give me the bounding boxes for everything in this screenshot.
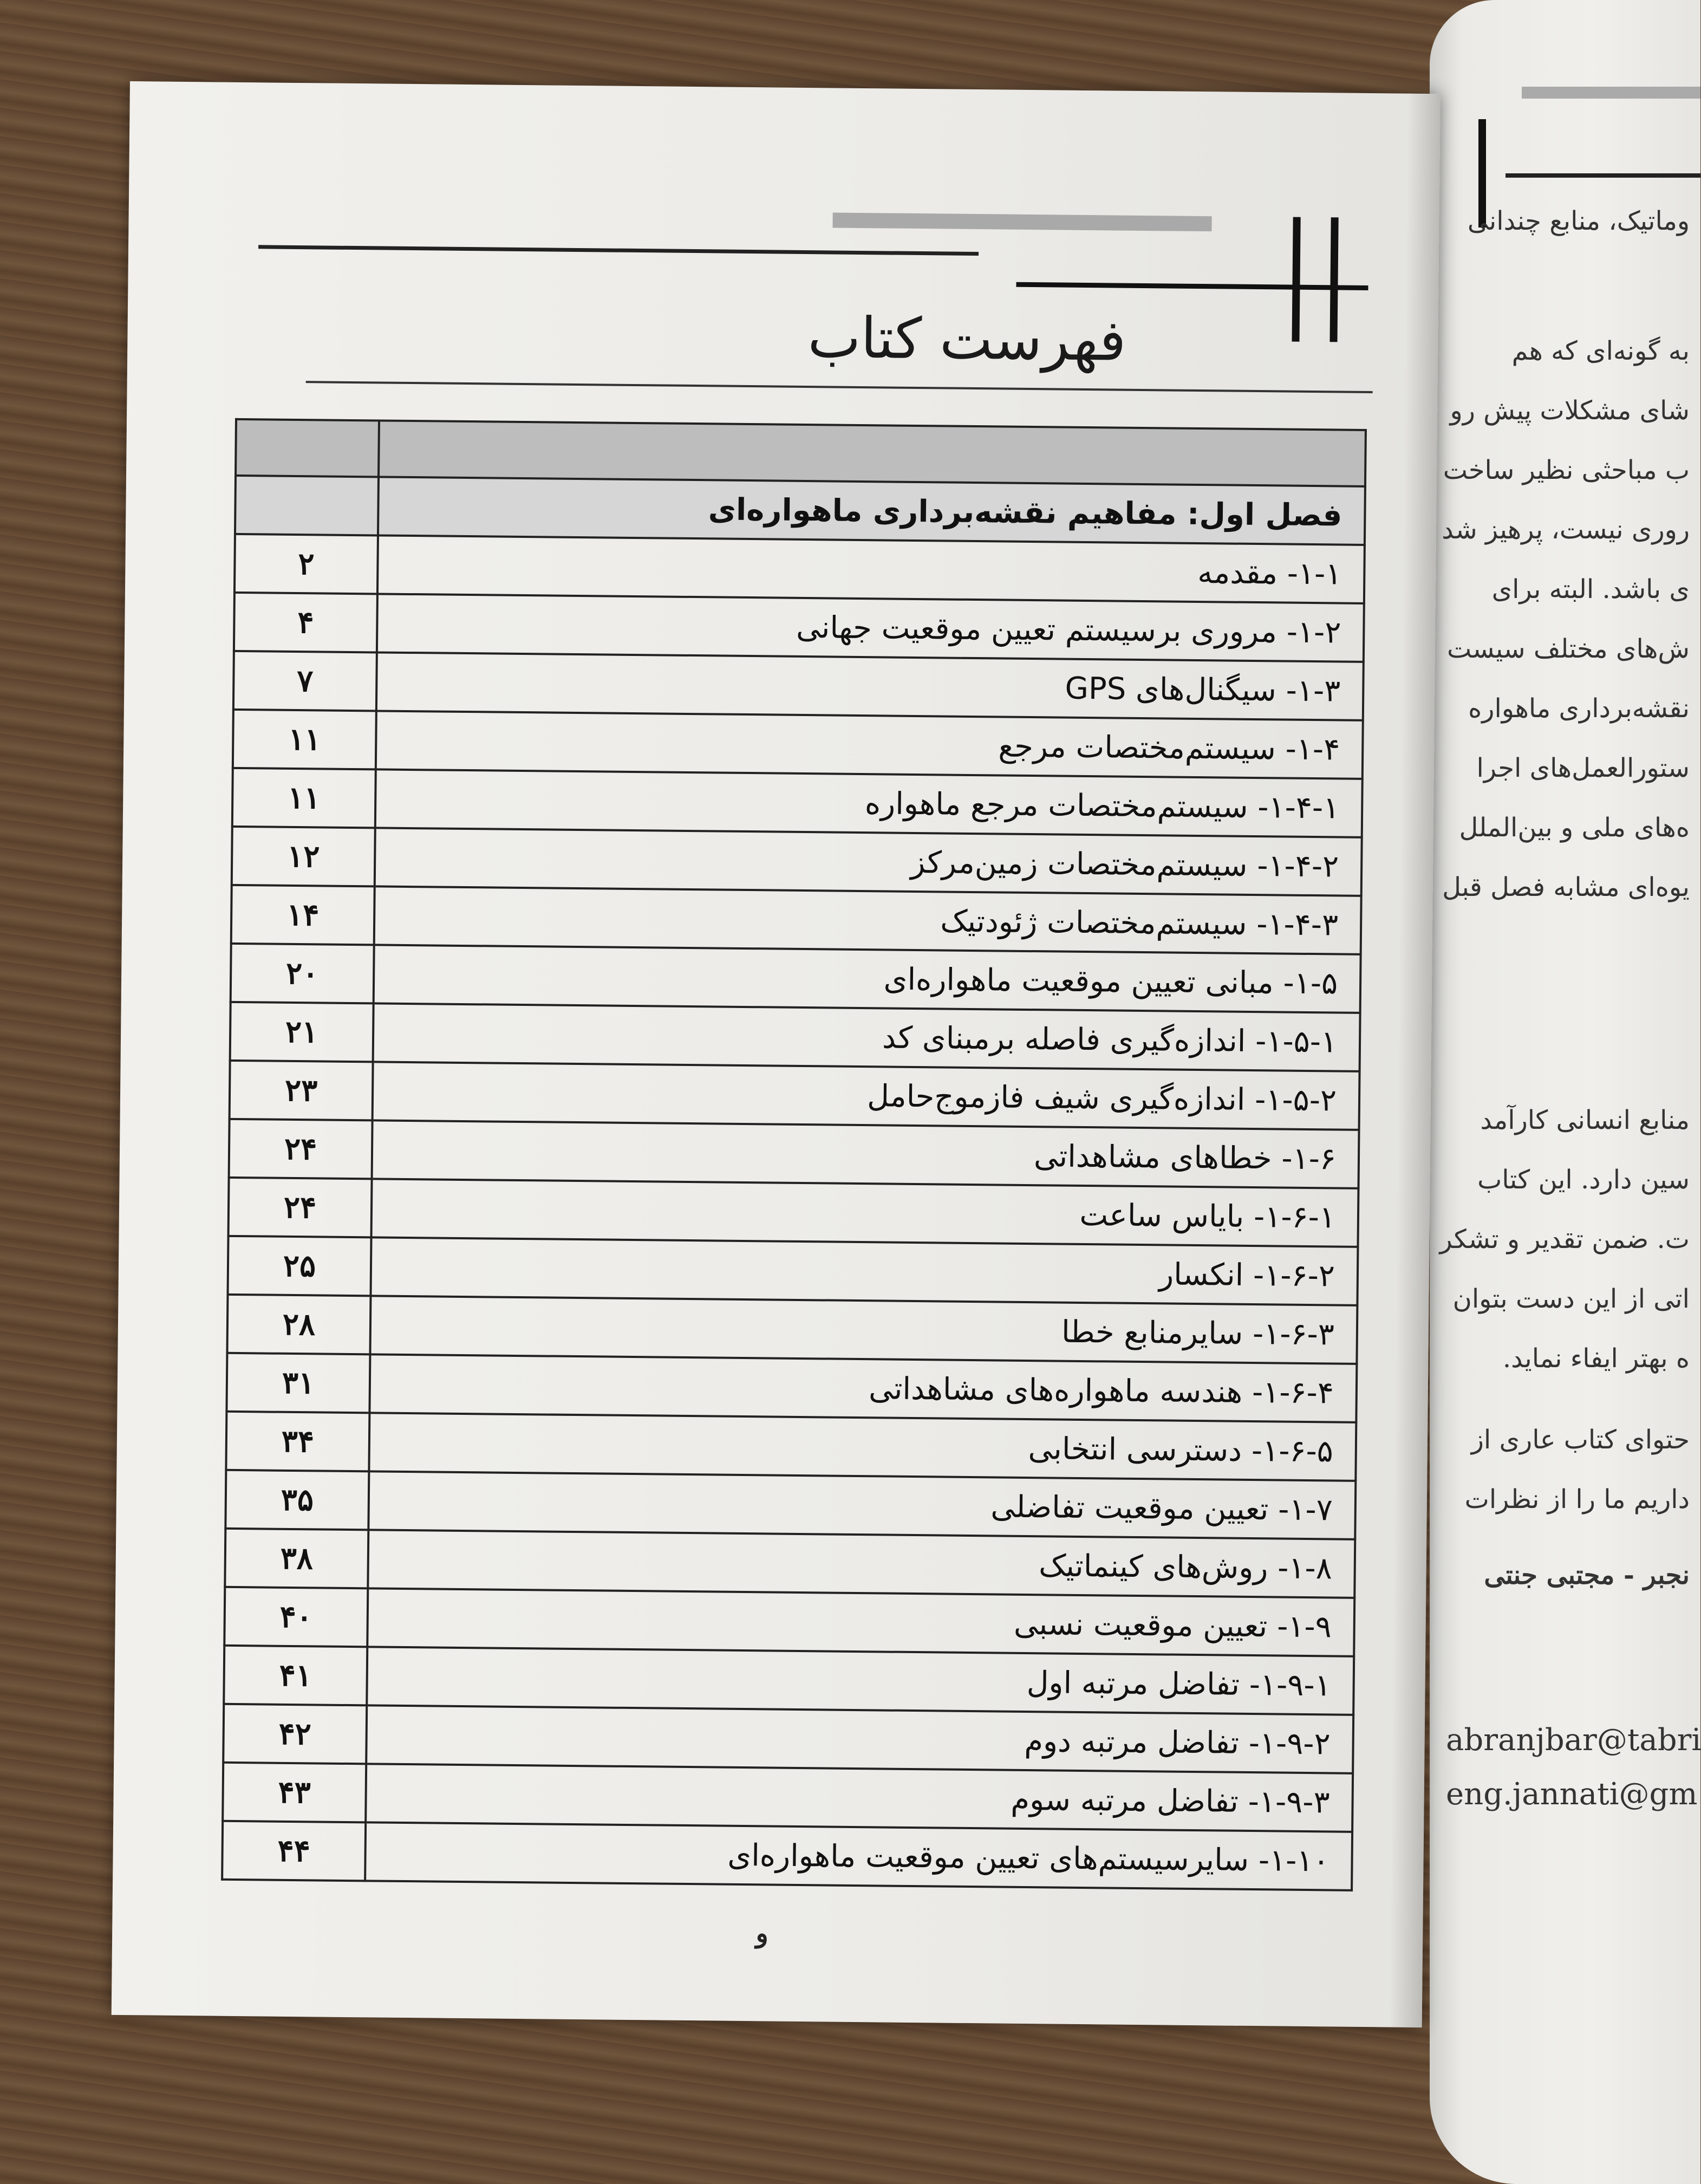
header-rule-left [258,245,979,256]
toc-header-row [236,419,1366,486]
facing-page-line: ستورالعمل‌های اجرا [1476,753,1690,783]
facing-page-line: سین دارد. این کتاب [1477,1165,1690,1195]
table-row [225,1529,1355,1598]
header-rule-right [1016,282,1368,290]
toc-page-number: ۱۲ [232,827,375,887]
table-row [223,1704,1353,1773]
table-row [233,710,1363,779]
toc-page-number: ۲۴ [229,1119,373,1179]
page-title: فهرست کتاب [807,304,1126,374]
toc-entry-label: ۱-۵-۲- اندازه‌گیری شیف فازموج‌حامل [373,1062,1360,1129]
toc-page-number: ۳۱ [226,1353,370,1413]
toc-entry-label: ۱-۹-۳- تفاضل مرتبه سوم [366,1764,1353,1831]
toc-entry-label: ۱-۴-۱- سیستم‌مختصات مرجع ماهواره [375,769,1363,837]
toc-page-number: ۴۲ [223,1704,367,1764]
toc-table [221,418,1367,1891]
toc-entry-label: ۱-۱۰- سایرسیستم‌های تعیین موقعیت ماهواره‌ای [365,1822,1352,1890]
facing-page-line: ی باشد. البته برای [1491,574,1690,604]
toc-entry-label: ۱-۲- مروری برسیستم تعیین موقعیت جهانی [377,594,1364,661]
toc-entry-label: ۱-۹-۱- تفاضل مرتبه اول [367,1647,1354,1714]
toc-page-number: ۴۳ [223,1763,366,1823]
toc-page-number: ۳۴ [226,1412,369,1472]
facing-page-line: ت. ضمن تقدیر و تشکر [1439,1224,1690,1254]
toc-page-number: ۲۱ [230,1002,374,1062]
toc-page-number: ۴۴ [222,1821,366,1881]
facing-page-line: نقشه‌برداری ماهواره [1468,693,1690,724]
toc-entry-label: ۱-۶- خطاهای مشاهداتی [372,1120,1359,1188]
table-row [227,1295,1357,1364]
toc-entry-label: ۱-۷- تعیین موقعیت تفاضلی [368,1471,1355,1539]
toc-header-page-cell [236,419,379,477]
toc-page-number: ۷ [233,651,377,711]
table-row [232,768,1363,837]
toc-entry-label: ۱-۶-۲- انکسار [370,1237,1358,1305]
facing-page-line: ه‌های ملی و بین‌الملل [1459,812,1690,843]
facing-page-email: abranjbar@tabri [1446,1722,1701,1758]
toc-page-number: ۴۰ [224,1587,368,1647]
table-row [224,1646,1354,1715]
toc-chapter-page-cell [235,476,379,536]
facing-page-gray-bar [1522,87,1700,99]
toc-header-entry-cell [379,420,1366,486]
toc-page-number: ۲۵ [228,1236,372,1296]
facing-page-line: حتوای کتاب عاری از [1471,1425,1690,1455]
table-row [223,1763,1353,1832]
facing-page-line: ش‌های مختلف سیست [1446,634,1690,664]
toc-entry-label: ۱-۹- تعیین موقعیت نسبی [367,1588,1354,1656]
header-gray-bar [832,212,1211,231]
toc-page-number: ۱۴ [231,885,375,945]
toc-entry-label: ۱-۶-۵- دسترسی انتخابی [369,1413,1356,1480]
facing-page [1430,0,1700,2184]
toc-entry-label: ۱-۴-۳- سیستم‌مختصات ژئودتیک [374,886,1361,954]
toc-entry-label: ۱-۸- روش‌های کینماتیک [368,1530,1355,1597]
table-row [232,827,1362,896]
toc-page-number: ۱۱ [233,710,376,770]
facing-page-line: داریم ما را از نظرات [1464,1484,1690,1514]
toc-page-number: ۴۱ [224,1646,367,1706]
facing-page-line: اتی از این دست بتوان [1452,1284,1690,1314]
toc-entry-label: ۱-۴-۲- سیستم‌مختصات زمین‌مرکز [375,828,1362,895]
toc-page-number: ۳۵ [225,1470,369,1530]
table-row [234,534,1365,603]
table-row [234,593,1364,662]
table-row [228,1236,1358,1305]
table-row [224,1587,1354,1656]
facing-page-line: یوه‌ای مشابه فصل قبل [1442,872,1690,902]
chapter-title: فصل اول: مفاهیم نقشه‌برداری ماهواره‌ای [378,477,1365,544]
toc-page-number: ۲۸ [227,1295,370,1355]
toc-entry-label: ۱-۶-۱- بایاس ساعت [372,1179,1359,1246]
facing-page-authors: نجبر - مجتبی جنتی [1484,1560,1690,1590]
header-vertical-bar [1292,217,1300,342]
table-row [231,885,1361,954]
toc-page-number: ۲ [234,534,378,594]
title-rule [306,381,1373,393]
toc-page-number: ۲۰ [231,944,374,1004]
table-row [225,1470,1355,1539]
facing-page-line: منابع انسانی کارآمد [1480,1105,1690,1135]
toc-entry-label: ۱-۹-۲- تفاضل مرتبه دوم [366,1705,1353,1773]
toc-entry-label: ۱-۳- سیگنال‌های GPS [376,652,1364,720]
table-row [226,1353,1357,1422]
table-row [222,1821,1352,1890]
table-row [229,1119,1359,1188]
table-row [229,1178,1359,1247]
toc-entry-label: ۱-۵-۱- اندازه‌گیری فاصله برمبنای کد [373,1003,1360,1071]
table-row [231,944,1361,1013]
toc-page-number: ۱۱ [232,768,376,828]
facing-page-line: به گونه‌ای که هم [1511,336,1690,366]
table-row [230,1002,1360,1071]
facing-page-line: ه بهتر ایفاء نماید. [1502,1343,1690,1374]
facing-page-line: ب مباحثی نظیر ساخت [1443,455,1690,485]
toc-page-number: ۴ [234,593,377,653]
facing-page-line: وماتیک، منابع چندانی [1467,206,1690,236]
table-row [230,1061,1360,1130]
toc-chapter-row [235,476,1365,545]
toc-page-number: ۳۸ [225,1529,368,1589]
header-vertical-bar [1329,217,1338,342]
page-number: و [755,1918,769,1949]
facing-page-rule [1506,173,1700,178]
facing-page-email: eng.jannati@gm [1446,1777,1698,1812]
toc-entry-label: ۱-۶-۳- سایرمنابع خطا [370,1296,1357,1363]
toc-entry-label: ۱-۵- مبانی تعیین موقعیت ماهواره‌ای [374,945,1361,1012]
toc-entry-label: ۱-۶-۴- هندسه ماهواره‌های مشاهداتی [369,1354,1357,1422]
table-row [226,1412,1356,1481]
table-row [233,651,1364,720]
toc-page-number: ۲۳ [230,1061,373,1121]
toc-entry-label: ۱-۴- سیستم‌مختصات مرجع [376,711,1363,778]
facing-page-line: روری نیست، پرهیز شد [1442,515,1690,545]
book-page [112,81,1441,2027]
toc-entry-label: ۱-۱- مقدمه [377,535,1365,603]
facing-page-line: شای مشکلات پیش رو [1450,395,1690,426]
toc-page-number: ۲۴ [229,1178,372,1238]
